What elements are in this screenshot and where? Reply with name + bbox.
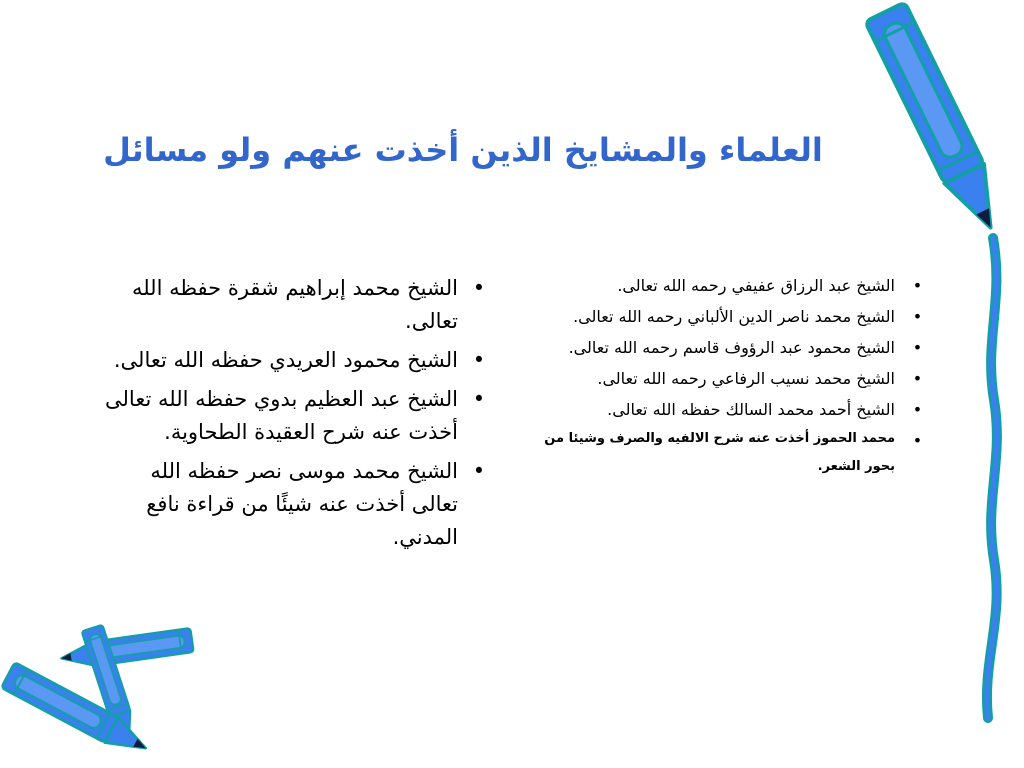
list-item xyxy=(525,332,940,363)
list-item xyxy=(525,425,940,481)
list-item-text: الشيخ عبد الرزاق عفيفي رحمه الله تعالى. xyxy=(617,276,895,295)
list-item xyxy=(100,383,500,449)
bullet: • xyxy=(912,307,923,326)
list-item xyxy=(100,455,500,554)
bullet: • xyxy=(912,400,923,419)
list-item xyxy=(100,344,500,377)
list-item xyxy=(100,272,500,338)
slide-title: العلماء والمشايخ الذين أخذت عنهم ولو مسائل xyxy=(103,131,823,169)
list-item xyxy=(525,394,940,425)
bullet: • xyxy=(472,348,486,372)
list-item xyxy=(525,363,940,394)
bullet: • xyxy=(912,369,923,388)
bullet: • xyxy=(912,431,923,450)
list-item-text: الشيخ محمد إبراهيم شقرة حفظه الله تعالى. xyxy=(131,276,458,333)
list-item-text: الشيخ محمد نسيب الرفاعي رحمه الله تعالى. xyxy=(597,369,895,388)
list-item-text: الشيخ محمود العريدي حفظه الله تعالى. xyxy=(113,348,458,372)
crayon-icon xyxy=(60,628,194,670)
list-item-text: الشيخ عبد العظيم بدوي حفظه الله تعالى أخذت عنه شرح العقيدة الطحاوية. xyxy=(105,387,458,444)
crayon-icon xyxy=(865,2,1010,237)
bullet: • xyxy=(472,459,486,483)
left-column-list xyxy=(100,272,500,560)
list-item-text: الشيخ أحمد محمد السالك حفظه الله تعالى. xyxy=(607,400,895,419)
right-column-list xyxy=(525,270,940,481)
list-item xyxy=(525,270,940,301)
list-item-text: محمد الحموز أخذت عنه شرح الالفيه والصرف وشيئا من بحور الشعر. xyxy=(544,431,895,474)
list-item-text: الشيخ محمد ناصر الدين الألباني رحمه الله تعالى. xyxy=(573,307,895,326)
list-item-text: الشيخ محمد موسى نصر حفظه الله تعالى أخذت عنه شيئًا من قراءة نافع المدني. xyxy=(146,459,458,549)
bullet: • xyxy=(472,276,486,300)
bullet: • xyxy=(912,276,923,295)
bullet: • xyxy=(472,387,486,411)
bullet: • xyxy=(912,338,923,357)
list-item-text: الشيخ محمود عبد الرؤوف قاسم رحمه الله تعالى. xyxy=(568,338,895,357)
list-item xyxy=(525,301,940,332)
